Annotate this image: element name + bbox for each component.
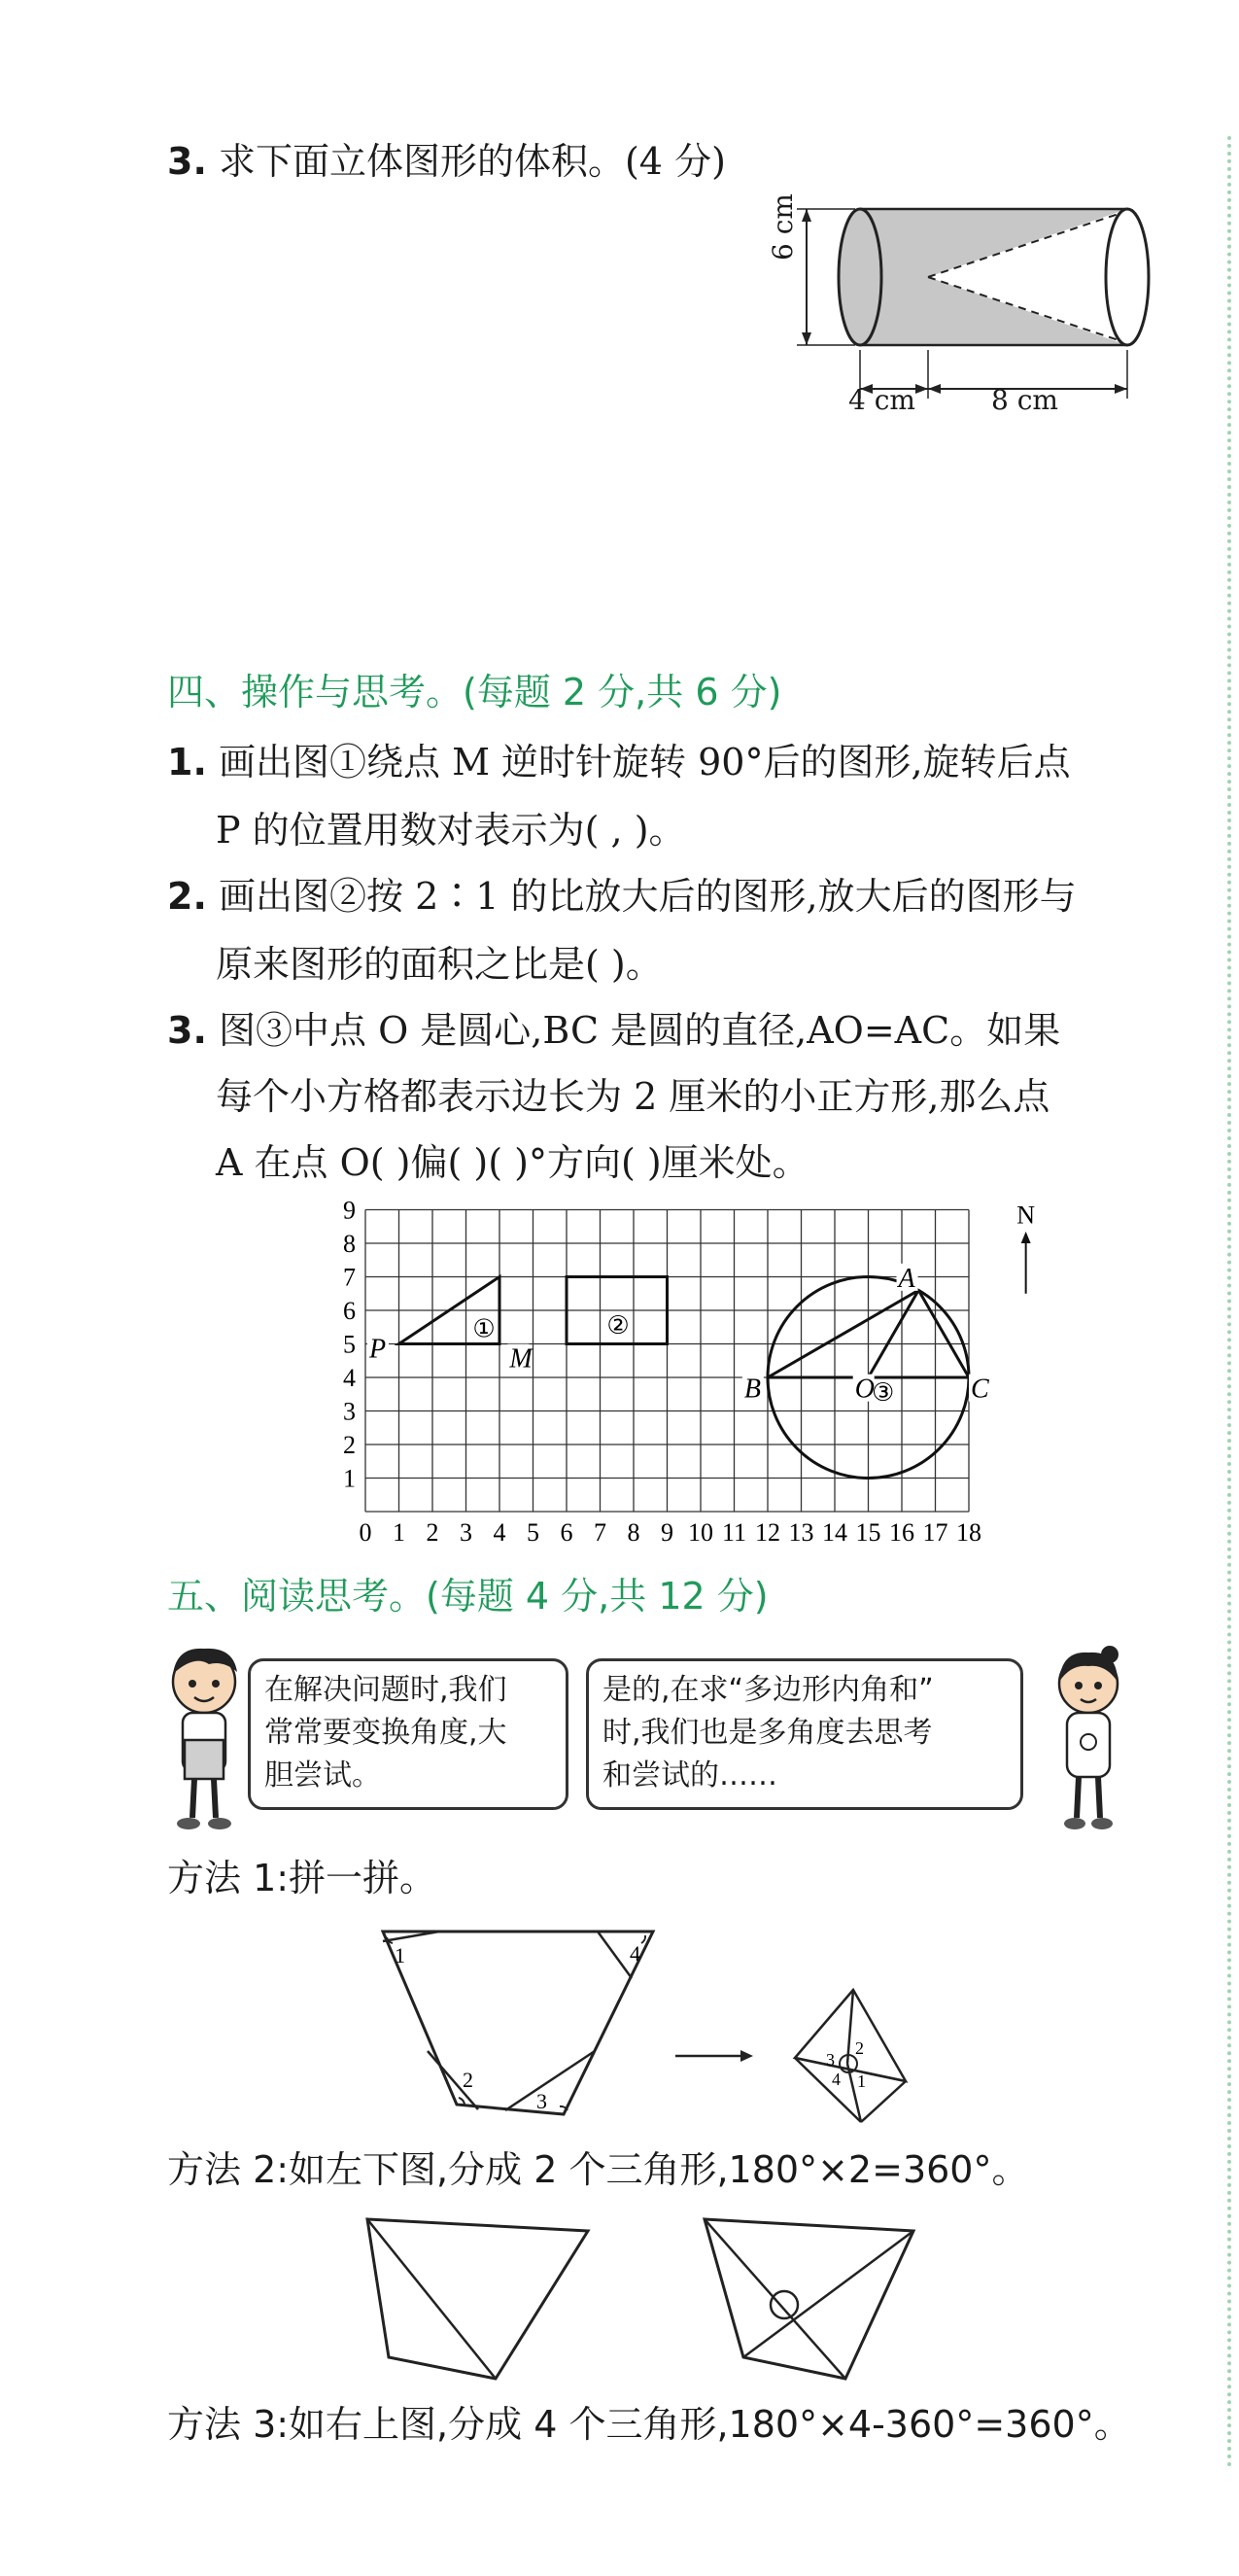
x-tick-label: 8 [627,1518,640,1547]
bubble-right-line1: 是的,在求“多边形内角和” [602,1673,934,1707]
y-tick-label: 7 [343,1263,356,1292]
x-tick-label: 15 [855,1518,881,1547]
x-tick-label: 11 [721,1518,747,1547]
section5-title: 五、阅读思考。(每题 4 分,共 12 分) [167,1575,769,1618]
x-tick-label: 3 [460,1518,472,1547]
assembled-label-2: 2 [855,2038,864,2058]
bubble-left-line2: 常常要变换角度,大 [264,1716,507,1750]
assembled-label-4: 4 [832,2070,841,2089]
y-tick-label: 1 [343,1464,356,1493]
s4-item1-text1: 画出图①绕点 M 逆时针旋转 90°后的图形,旋转后点 [218,741,1071,783]
figure-1-label: ① [472,1314,496,1344]
north-label: N [1016,1201,1036,1230]
method23-figure [360,2211,943,2396]
s4-item3-number: 3. [167,1009,207,1052]
x-tick-label: 6 [560,1518,573,1547]
s4-item3-line1 [167,1007,1060,1054]
x-tick-label: 9 [661,1518,673,1547]
assembled-label-3: 3 [826,2050,835,2070]
bubble-left-line3: 胆尝试。 [264,1758,381,1793]
bubble-right-line3: 和尝试的…… [602,1758,777,1793]
method1-figure [369,1920,933,2129]
north-arrow-head [1021,1232,1031,1243]
x-tick-label: 1 [393,1518,405,1547]
s4-item1-line2: P 的位置用数对表示为( , )。 [216,809,686,852]
x-tick-label: 10 [688,1518,713,1547]
speech-bubble-right [586,1658,1023,1810]
x-tick-label: 0 [359,1518,372,1547]
segment-AB [768,1290,918,1377]
s4-item3-text1: 图③中点 O 是圆心,BC 是圆的直径,AO=AC。如果 [218,1009,1061,1052]
segment-AC [918,1290,969,1377]
bubble-left-line1: 在解决问题时,我们 [264,1673,507,1707]
q3-line [167,138,726,185]
coordinate-grid-figure [330,1201,1050,1555]
x-tick-label: 4 [493,1518,506,1547]
s4-item2-number: 2. [167,875,207,918]
s4-item1-line1 [167,739,1071,785]
y-tick-label: 9 [343,1201,356,1225]
method1-text: 方法 1:拼一拼。 [167,1857,437,1899]
x-tick-label: 16 [889,1518,914,1547]
point-O-label: O [854,1374,875,1405]
s4-item1-number: 1. [167,741,207,783]
x-tick-label: 12 [755,1518,780,1547]
x-tick-label: 5 [527,1518,539,1547]
x-tick-label: 2 [426,1518,439,1547]
boy-illustration [155,1643,253,1837]
y-tick-label: 6 [343,1297,356,1325]
method3-text: 方法 3:如右上图,分成 4 个三角形,180°×4-360°=360°。 [167,2403,1131,2446]
angle-label-2: 2 [463,2068,473,2092]
x-tick-label: 18 [956,1518,981,1547]
x-tick-label: 13 [788,1518,814,1547]
x-tick-label: 17 [922,1518,948,1547]
x-tick-label: 14 [822,1518,847,1547]
page-edge-dots [1227,136,1231,2469]
assembled-label-1: 1 [857,2071,866,2091]
point-B-label: B [743,1374,761,1405]
point-A-label: A [898,1263,915,1294]
section4-title: 四、操作与思考。(每题 2 分,共 6 分) [167,671,782,714]
speech-bubble-left [248,1658,568,1810]
girl-illustration [1040,1643,1137,1837]
point-C-label: C [971,1374,989,1405]
grid-ticks [343,1201,981,1547]
cylinder-figure [768,190,1156,423]
s4-item3-line2: 每个小方格都表示边长为 2 厘米的小正方形,那么点 [216,1075,1050,1118]
figure-3-label: ③ [871,1378,895,1409]
s4-item3-line3: A 在点 O( )偏( )( )°方向( )厘米处。 [216,1141,809,1184]
cylinder-len1-label: 4 cm [848,384,915,416]
x-tick-label: 7 [594,1518,606,1547]
point-M-label: M [509,1343,533,1375]
s4-item2-line1 [167,873,1077,920]
s4-item2-line2: 原来图形的面积之比是( )。 [216,943,663,986]
angle-label-3: 3 [536,2089,547,2113]
method2-text: 方法 2:如左下图,分成 2 个三角形,180°×2=360°。 [167,2148,1029,2191]
y-tick-label: 8 [343,1230,356,1258]
angle-label-1: 1 [395,1943,405,1967]
y-tick-label: 3 [343,1397,356,1426]
y-tick-label: 2 [343,1431,356,1459]
cylinder-len2-label: 8 cm [991,384,1058,416]
y-tick-label: 4 [343,1364,356,1392]
cylinder-height-label: 6 cm [767,193,799,261]
q3-text: 求下面立体图形的体积。(4 分) [218,140,726,183]
s4-item2-text1: 画出图②按 2∶1 的比放大后的图形,放大后的图形与 [218,875,1077,918]
point-P-label: P [369,1334,387,1365]
figure-2-label: ② [606,1311,630,1341]
bubble-right-line2: 时,我们也是多角度去思考 [602,1716,933,1750]
q3-number: 3. [167,140,207,183]
angle-label-4: 4 [630,1941,640,1966]
y-tick-label: 5 [343,1330,356,1359]
